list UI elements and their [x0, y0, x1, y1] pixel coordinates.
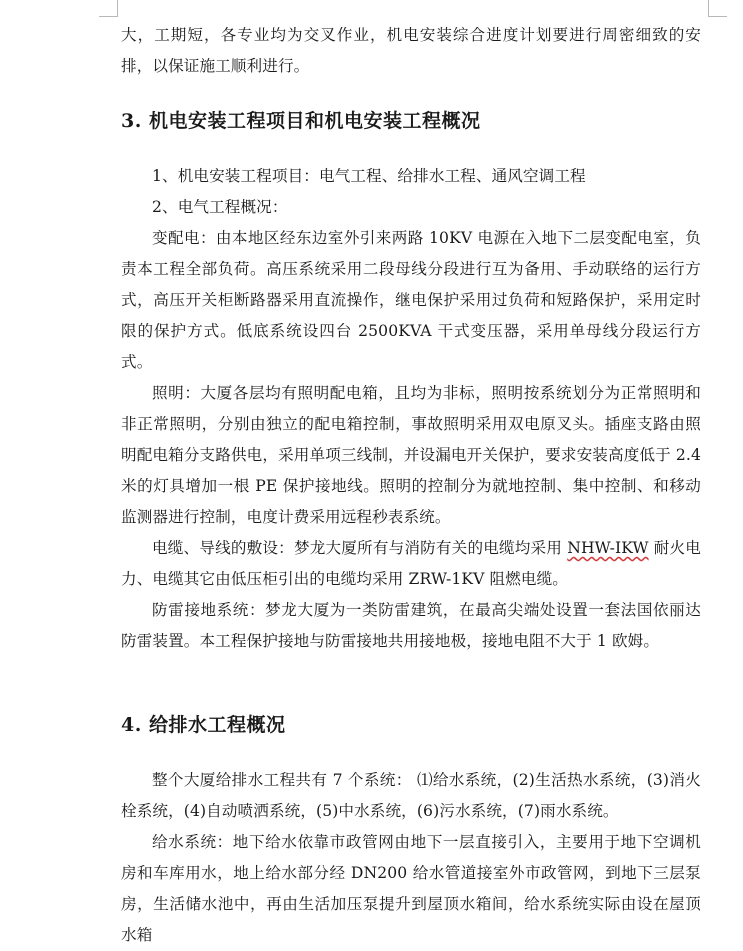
electrical-overview-item: 2、电气工程概况：: [152, 198, 288, 216]
lighting-paragraph: 照明：大厦各层均有照明配电箱，且均为非标，照明按系统划分为正常照明和非正常照明，分别由独立的配电箱控制，事故照明采用双电原叉头。插座支路由照明配电箱分支路供电，采用单项三线制，并设漏电开关保护，要求安装高度低于 2.4 米的灯具增加一根 PE 保护接地线。照明的控制分为就地控制、集中控制、和移动监测器进行控制，电度计费采用远程秒表系统。: [121, 384, 701, 526]
cable-paragraph: [121, 533, 701, 595]
cable-text-suffix: 耐火电力、电缆其它由低压柜引出的电缆均采用 ZRW-1KV 阻燃电缆。: [121, 539, 701, 588]
spellcheck-flagged-term[interactable]: NHW-IKW: [567, 539, 649, 557]
substation-paragraph: 变配电：由本地区经东边室外引来两路 10KV 电源在入地下二层变配电室，负责本工程全部负荷。高压系统采用二段母线分段进行互为备用、手动联络的运行方式，高压开关柜断路器采用直流操作，继电保护采用过负荷和短路保护，采用定时限的保护方式。低底系统设四台 2500KVA 干式变压器，采用单母线分段运行方式。: [121, 229, 701, 371]
crop-mark-top-right: [708, 0, 727, 17]
intro-paragraph: 大，工期短，各专业均为交叉作业，机电安装综合进度计划要进行周密细致的安排，以保证施工顺利进行。: [121, 26, 701, 75]
crop-mark-top-left: [99, 0, 118, 17]
cable-text-prefix: 电缆、导线的敷设：梦龙大厦所有与消防有关的电缆均采用: [152, 539, 568, 557]
water-supply-paragraph: 给水系统：地下给水依靠市政管网由地下一层直接引入，主要用于地下空调机房和车库用水，地上给水部分经 DN200 给水管道接室外市政管网，到地下三层泵房，生活储水池中，再由生活加压泵提升到屋顶水箱间，给水系统实际由设在屋顶水箱: [121, 833, 701, 944]
lightning-protection-paragraph: 防雷接地系统：梦龙大厦为一类防雷建筑，在最高尖端处设置一套法国依丽达防雷装置。本工程保护接地与防雷接地共用接地极，接地电阻不大于 1 欧姆。: [121, 601, 701, 650]
section-4-heading: 4. 给排水工程概况: [121, 714, 286, 736]
document-body: [121, 20, 701, 951]
section-3-heading: 3. 机电安装工程项目和机电安装工程概况: [121, 110, 481, 132]
project-list-item: 1、机电安装工程项目：电气工程、给排水工程、通风空调工程: [152, 167, 586, 185]
systems-paragraph: 整个大厦给排水工程共有 7 个系统： ⑴给水系统，(2)生活热水系统，(3)消火栓系统，(4)自动喷洒系统，(5)中水系统，(6)污水系统，(7)雨水系统。: [121, 771, 701, 820]
